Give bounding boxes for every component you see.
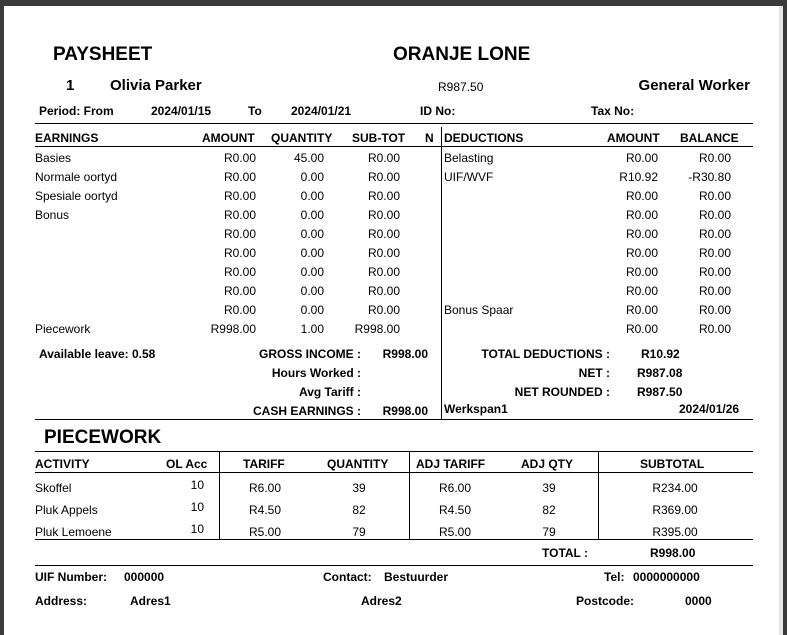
cash-earnings-value: R998.00 [382, 404, 428, 418]
piecework-subtotal: R369.00 [652, 503, 698, 517]
uif-label: UIF Number: [35, 570, 107, 584]
earnings-item-amount: R0.00 [223, 151, 256, 165]
net-label: NET : [578, 366, 610, 380]
activity-header: ACTIVITY [35, 457, 90, 471]
piecework-total-value: R998.00 [650, 546, 696, 560]
deduction-item-balance: R0.00 [698, 227, 731, 241]
earnings-item-subtotal: R0.00 [367, 284, 400, 298]
tel-value: 0000000000 [633, 570, 700, 584]
earnings-header: EARNINGS [35, 131, 99, 145]
earnings-item-label: Piecework [35, 322, 91, 336]
piecework-adj-qty: 79 [542, 525, 556, 539]
earnings-item-amount: R0.00 [223, 246, 256, 260]
deduction-item-label: Belasting [444, 151, 494, 165]
employee-name: Olivia Parker [110, 77, 202, 94]
earnings-item-subtotal: R0.00 [367, 265, 400, 279]
available-leave: Available leave: 0.58 [39, 347, 156, 361]
ol-acc-header: OL Acc [166, 457, 208, 471]
column-divider [441, 127, 442, 419]
total-deductions-value: R10.92 [641, 347, 680, 361]
earnings-item-label: Normale oortyd [35, 170, 118, 184]
deduction-item-label: UIF/WVF [444, 170, 494, 184]
adj-tariff-header: ADJ TARIFF [416, 457, 486, 471]
piecework-ol-acc: 10 [190, 522, 204, 536]
deduction-item-amount: R0.00 [625, 227, 658, 241]
address-label: Address: [35, 594, 88, 608]
earnings-item-subtotal: R0.00 [367, 189, 400, 203]
document-title: PAYSHEET [53, 44, 153, 65]
earnings-amount-header: AMOUNT [202, 131, 255, 145]
paysheet-document [4, 6, 783, 635]
period-from-label: Period: From [39, 104, 114, 118]
piecework-adj-qty: 39 [542, 481, 556, 495]
adj-qty-header: ADJ QTY [521, 457, 574, 471]
piecework-quantity: 39 [352, 481, 366, 495]
piecework-subtotal: R234.00 [652, 481, 698, 495]
divider [35, 123, 753, 124]
deduction-item-label: Bonus Spaar [444, 303, 514, 317]
earnings-item-quantity: 0.00 [300, 170, 324, 184]
piecework-quantity: 79 [352, 525, 366, 539]
contact-label: Contact: [323, 570, 372, 584]
earnings-item-label: Bonus [35, 208, 70, 222]
piecework-subtotal: R395.00 [652, 525, 698, 539]
piecework-tariff: R5.00 [248, 525, 282, 539]
earnings-item-amount: R0.00 [223, 208, 256, 222]
deduction-item-amount: R0.00 [625, 246, 658, 260]
deduction-item-balance: R0.00 [698, 208, 731, 222]
piecework-adj-tariff: R5.00 [438, 525, 472, 539]
earnings-item-quantity: 0.00 [300, 265, 324, 279]
deduction-item-balance: R0.00 [698, 246, 731, 260]
earnings-item-amount: R0.00 [223, 284, 256, 298]
period-to-label: To [248, 104, 262, 118]
earnings-item-subtotal: R0.00 [367, 151, 400, 165]
tel-label: Tel: [604, 570, 625, 584]
gross-income-label: GROSS INCOME : [258, 347, 361, 361]
column-divider [219, 452, 220, 540]
hours-worked-label: Hours Worked : [271, 366, 361, 380]
deductions-amount-header: AMOUNT [607, 131, 660, 145]
earnings-item-amount: R0.00 [223, 227, 256, 241]
piecework-adj-tariff: R4.50 [438, 503, 472, 517]
earnings-item-subtotal: R0.00 [367, 303, 400, 317]
earnings-item-amount: R0.00 [223, 170, 256, 184]
uif-value: 000000 [124, 570, 165, 584]
address-line1: Adres1 [130, 594, 171, 608]
earnings-item-quantity: 0.00 [300, 246, 324, 260]
deduction-item-amount: R0.00 [625, 151, 658, 165]
column-divider [598, 452, 599, 540]
quantity-header: QUANTITY [327, 457, 389, 471]
deductions-balance-header: BALANCE [680, 131, 739, 145]
net-rounded-label: NET ROUNDED : [514, 385, 610, 399]
address-line2: Adres2 [361, 594, 402, 608]
deduction-item-amount: R0.00 [625, 265, 658, 279]
earnings-item-amount: R998.00 [210, 322, 256, 336]
earnings-item-quantity: 0.00 [300, 189, 324, 203]
id-number-label: ID No: [420, 104, 456, 118]
piecework-adj-qty: 82 [542, 503, 556, 517]
employee-number: 1 [66, 77, 75, 94]
work-team: Werkspan1 [444, 402, 508, 416]
divider [35, 539, 753, 540]
pay-date: 2024/01/26 [679, 402, 740, 416]
job-title: General Worker [638, 77, 750, 94]
total-deductions-label: TOTAL DEDUCTIONS : [481, 347, 610, 361]
piecework-activity: Pluk Appels [35, 503, 98, 517]
company-name: ORANJE LONE [393, 44, 531, 65]
earnings-item-subtotal: R998.00 [354, 322, 400, 336]
net-rounded-value: R987.50 [637, 385, 683, 399]
earnings-subtotal-header: SUB-TOT [352, 131, 406, 145]
deduction-item-amount: R0.00 [625, 322, 658, 336]
piecework-tariff: R4.50 [248, 503, 282, 517]
earnings-item-quantity: 0.00 [300, 284, 324, 298]
earnings-item-subtotal: R0.00 [367, 208, 400, 222]
divider [35, 472, 753, 473]
divider [35, 419, 753, 420]
deduction-item-amount: R0.00 [625, 303, 658, 317]
piecework-activity: Pluk Lemoene [35, 525, 112, 539]
piecework-total-label: TOTAL : [542, 546, 588, 560]
tax-number-label: Tax No: [591, 104, 635, 118]
header-net-amount: R987.50 [438, 80, 484, 94]
deduction-item-balance: R0.00 [698, 151, 731, 165]
piecework-tariff: R6.00 [248, 481, 282, 495]
avg-tariff-label: Avg Tariff : [299, 385, 361, 399]
net-value: R987.08 [637, 366, 683, 380]
piecework-title: PIECEWORK [44, 427, 162, 448]
gross-income-value: R998.00 [382, 347, 428, 361]
earnings-n-header: N [425, 131, 434, 145]
deduction-item-amount: R0.00 [625, 208, 658, 222]
piecework-ol-acc: 10 [190, 478, 204, 492]
column-divider [409, 452, 410, 540]
earnings-item-quantity: 0.00 [300, 208, 324, 222]
deductions-header: DEDUCTIONS [444, 131, 524, 145]
divider [35, 451, 753, 452]
earnings-item-label: Basies [35, 151, 72, 165]
postcode-value: 0000 [685, 594, 712, 608]
deduction-item-amount: R0.00 [625, 189, 658, 203]
earnings-item-quantity: 0.00 [300, 303, 324, 317]
piecework-adj-tariff: R6.00 [438, 481, 472, 495]
tariff-header: TARIFF [243, 457, 285, 471]
piecework-ol-acc: 10 [190, 500, 204, 514]
piecework-quantity: 82 [352, 503, 366, 517]
earnings-item-amount: R0.00 [223, 303, 256, 317]
deduction-item-amount: R10.92 [619, 170, 658, 184]
period-to-value: 2024/01/21 [291, 104, 352, 118]
earnings-item-subtotal: R0.00 [367, 246, 400, 260]
postcode-label: Postcode: [576, 594, 635, 608]
deduction-item-balance: R0.00 [698, 265, 731, 279]
deduction-item-amount: R0.00 [625, 284, 658, 298]
earnings-item-quantity: 0.00 [300, 227, 324, 241]
divider [35, 565, 753, 566]
earnings-item-quantity: 1.00 [300, 322, 324, 336]
earnings-item-label: Spesiale oortyd [35, 189, 118, 203]
piecework-activity: Skoffel [35, 481, 72, 495]
earnings-item-subtotal: R0.00 [367, 170, 400, 184]
subtotal-header: SUBTOTAL [640, 457, 705, 471]
earnings-quantity-header: QUANTITY [271, 131, 333, 145]
deduction-item-balance: R0.00 [698, 284, 731, 298]
deduction-item-balance: R0.00 [698, 322, 731, 336]
period-from-value: 2024/01/15 [151, 104, 212, 118]
deduction-item-balance: -R30.80 [688, 170, 731, 184]
earnings-item-amount: R0.00 [223, 265, 256, 279]
contact-value: Bestuurder [384, 570, 449, 584]
divider [35, 146, 753, 147]
deduction-item-balance: R0.00 [698, 189, 731, 203]
deduction-item-balance: R0.00 [698, 303, 731, 317]
cash-earnings-label: CASH EARNINGS : [252, 404, 361, 418]
scrollbar[interactable] [779, 6, 783, 635]
earnings-item-quantity: 45.00 [293, 151, 324, 165]
earnings-item-amount: R0.00 [223, 189, 256, 203]
earnings-item-subtotal: R0.00 [367, 227, 400, 241]
